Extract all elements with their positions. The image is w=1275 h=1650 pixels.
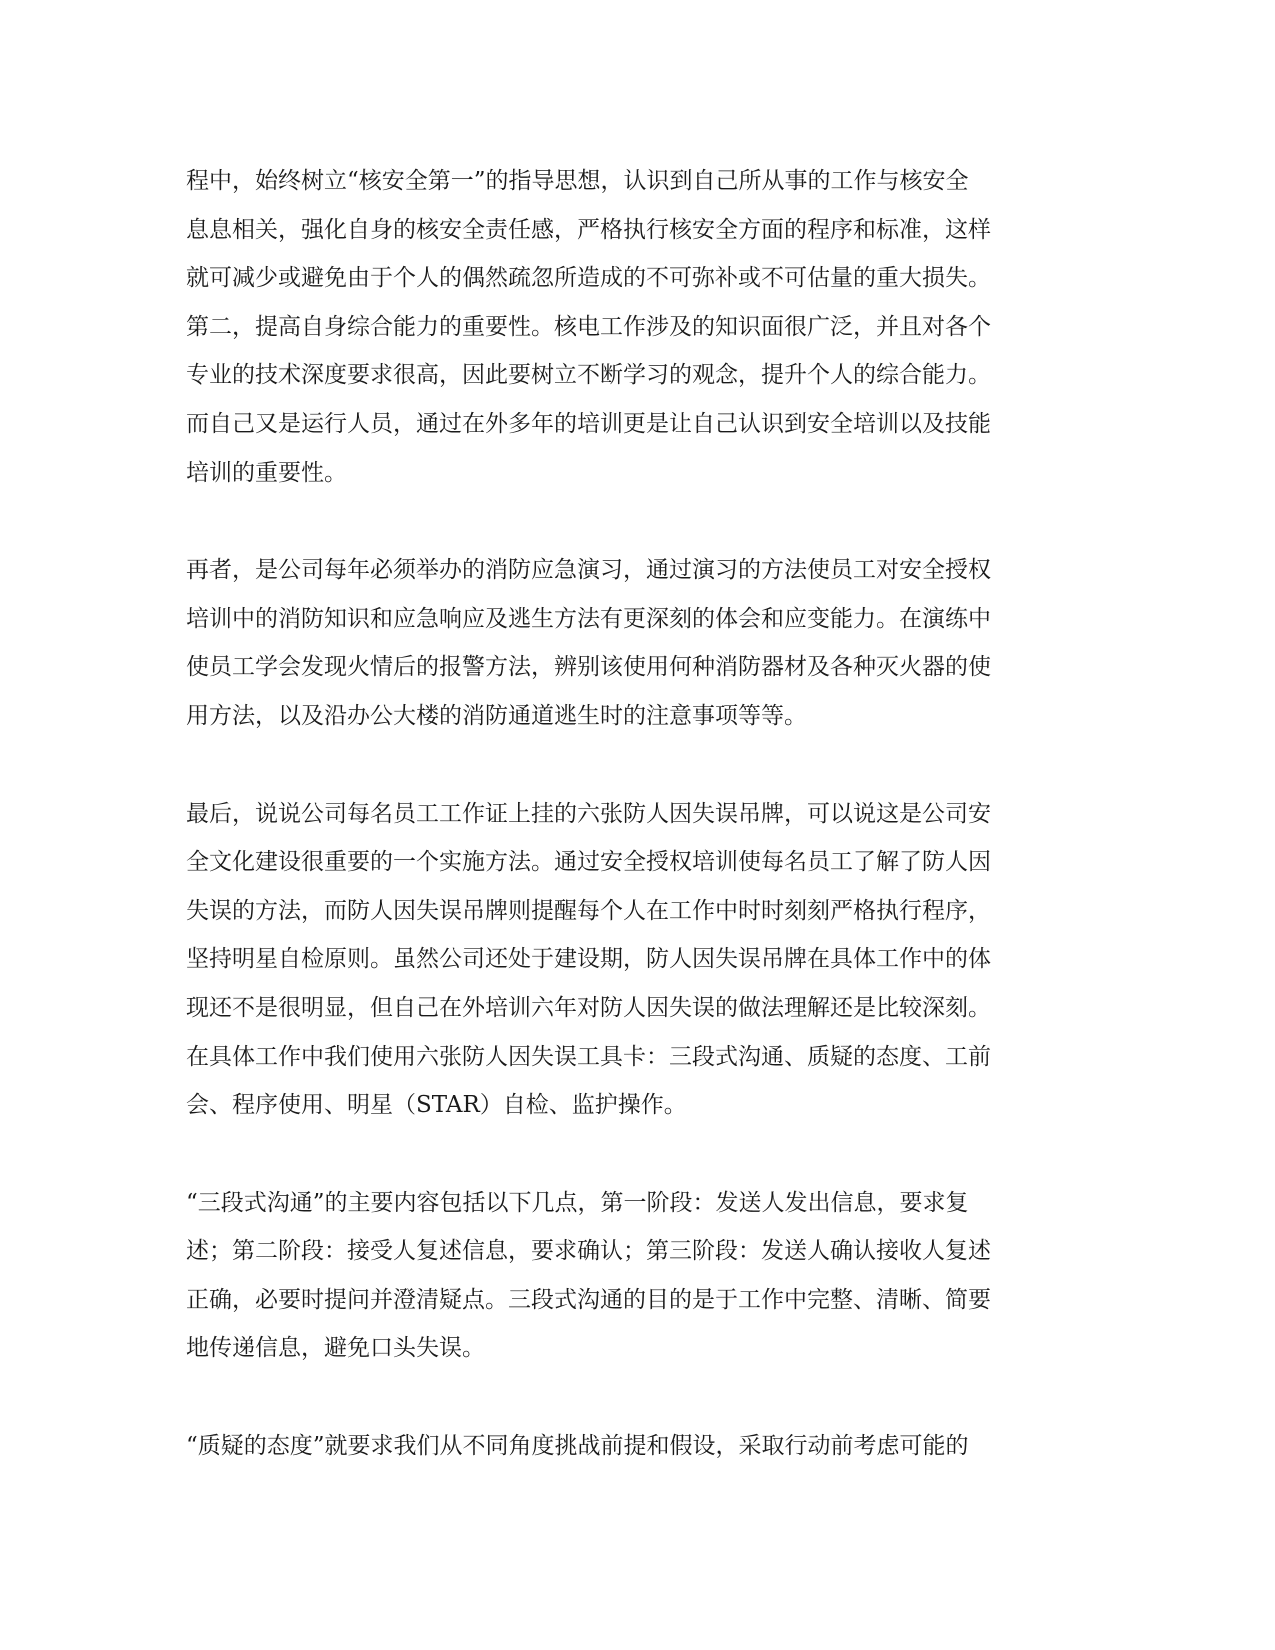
- paragraph-fire-drill: [186, 546, 1066, 740]
- text-line: 程中，始终树立“核安全第一”的指导思想，认识到自己所从事的工作与核安全: [186, 168, 969, 194]
- paragraph-nuclear-safety: [186, 157, 1066, 497]
- text-line: 正确，必要时提问并澄清疑点。三段式沟通的目的是于工作中完整、清晰、简要: [186, 1286, 991, 1313]
- paragraph-three-way-communication: [186, 1179, 1066, 1373]
- text-line: 坚持明星自检原则。虽然公司还处于建设期，防人因失误吊牌在具体工作中的体: [186, 946, 991, 973]
- text-line: 最后，说说公司每名员工工作证上挂的六张防人因失误吊牌，可以说这是公司安: [186, 800, 991, 827]
- text-line: 再者，是公司每年必须举办的消防应急演习，通过演习的方法使员工对安全授权: [186, 557, 991, 584]
- text-line: 就可减少或避免由于个人的偶然疏忽所造成的不可弥补或不可估量的重大损失。: [186, 265, 991, 292]
- text-line: 用方法，以及沿办公大楼的消防通道逃生时的注意事项等等。: [186, 702, 807, 729]
- text-line: 而自己又是运行人员，通过在外多年的培训更是让自己认识到安全培训以及技能: [186, 410, 991, 437]
- paragraph-spacer: [186, 741, 1066, 790]
- paragraph-spacer: [186, 1373, 1066, 1422]
- paragraph-spacer: [186, 1130, 1066, 1179]
- text-line: 在具体工作中我们使用六张防人因失误工具卡：三段式沟通、质疑的态度、工前: [186, 1043, 991, 1070]
- text-line: 失误的方法，而防人因失误吊牌则提醒每个人在工作中时时刻刻严格执行程序，: [186, 897, 991, 924]
- text-line: 专业的技术深度要求很高，因此要树立不断学习的观念，提升个人的综合能力。: [186, 362, 991, 389]
- document-body: [186, 157, 1066, 1471]
- text-line: 述；第二阶段：接受人复述信息，要求确认；第三阶段：发送人确认接收人复述: [186, 1238, 991, 1265]
- text-line: 第二，提高自身综合能力的重要性。核电工作涉及的知识面很广泛，并且对各个: [186, 313, 991, 340]
- text-line: 地传递信息，避免口头失误。: [186, 1335, 485, 1362]
- paragraph-spacer: [186, 497, 1066, 546]
- text-line: 息息相关，强化自身的核安全责任感，严格执行核安全方面的程序和标准，这样: [186, 216, 991, 243]
- paragraph-human-error-tags: [186, 790, 1066, 1130]
- text-line: 会、程序使用、明星（STAR）自检、监护操作。: [186, 1092, 687, 1119]
- text-line: 现还不是很明显，但自己在外培训六年对防人因失误的做法理解还是比较深刻。: [186, 994, 991, 1021]
- text-line: “质疑的态度”就要求我们从不同角度挑战前提和假设，采取行动前考虑可能的: [186, 1433, 969, 1460]
- text-line: 培训的重要性。: [186, 459, 347, 486]
- text-line: 使员工学会发现火情后的报警方法，辨别该使用何种消防器材及各种灭火器的使: [186, 654, 991, 681]
- text-line: 培训中的消防知识和应急响应及逃生方法有更深刻的体会和应变能力。在演练中: [186, 605, 991, 632]
- text-line: 全文化建设很重要的一个实施方法。通过安全授权培训使每名员工了解了防人因: [186, 849, 991, 876]
- text-line: “三段式沟通”的主要内容包括以下几点，第一阶段：发送人发出信息，要求复: [186, 1189, 969, 1216]
- paragraph-questioning-attitude: [186, 1422, 1066, 1471]
